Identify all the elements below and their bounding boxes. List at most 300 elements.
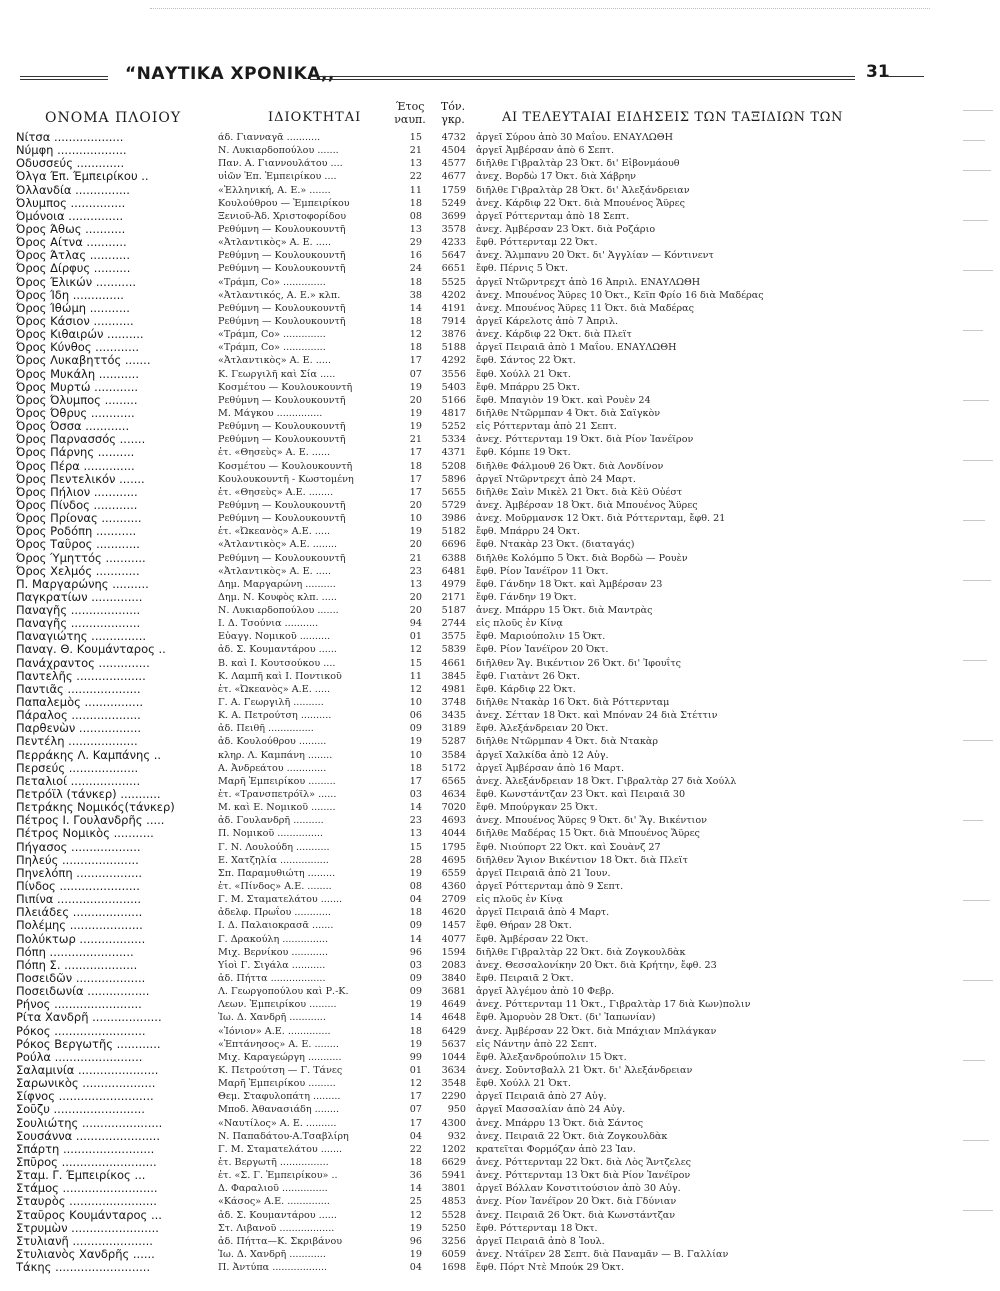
build-year: 18 [409, 762, 422, 774]
ship-name: Όρος Ίδη .............. [16, 288, 124, 302]
voyage-news: ἀργεῖ Μασσαλίαν ἀπὸ 24 Αὐγ. [476, 1104, 626, 1116]
ship-name: Σπάρτη ......................... [16, 1142, 155, 1156]
ship-name: Όρος Πάρνης .......... [16, 446, 135, 460]
voyage-news: ἀργεῖ Ἀλγέμου ἀπὸ 10 Φεβρ. [476, 986, 615, 998]
build-year: 12 [409, 1078, 422, 1090]
column-header-news: ΑΙ ΤΕΛΕΥΤΑΙΑΙ ΕΙΔΗΣΕΙΣ ΤΩΝ ΤΑΞΙΔΙΩΝ ΤΩΝ [502, 110, 843, 125]
build-year: 18 [409, 460, 422, 472]
voyage-news: ἀνεχ. Ἀμβέρσαν 18 Ὀκτ. διὰ Μπουένος Ἄϋρες [476, 499, 698, 511]
column-header-tons: Τόν. γκρ. [440, 100, 466, 126]
table-row [0, 643, 1000, 656]
owner-name: Μιχ. Βερνίκου ............ [218, 946, 329, 958]
voyage-news: ἀνεχ. Ντάϊρεν 28 Σεπτ. διὰ Παναμᾶν — Β. Γαλλίαν [476, 1248, 729, 1260]
column-header-owner: ΙΔΙΟΚΤΗΤΑΙ [268, 110, 362, 125]
gross-tonnage: 4300 [441, 1117, 466, 1129]
table-row [0, 998, 1000, 1011]
voyage-news: ἀργεῖ Σύρου ἀπὸ 30 Μαΐου. ΕΝΑΥΛΩΘΗ [476, 132, 673, 143]
build-year: 18 [409, 315, 422, 327]
build-year: 20 [409, 499, 422, 511]
owner-name: υἱῶν Ἐπ. Ἐμπειρίκου .... [218, 171, 337, 183]
build-year: 10 [409, 697, 422, 709]
table-row [0, 328, 1000, 341]
voyage-news: ἔφθ. Γιατὰντ 26 Ὀκτ. [476, 670, 581, 682]
voyage-news: ἔφθ. Νιούπορτ 22 Ὀκτ. καὶ Σουὰνζ 27 [476, 841, 661, 853]
ship-name: Παντελῆς ................... [16, 669, 146, 683]
table-row [0, 1235, 1000, 1248]
owner-name: Ρεθύμνη — Κουλουκουντῆ [218, 513, 346, 525]
owner-name: «Ναυτίλος» Α. Ε. .......... [218, 1117, 337, 1129]
voyage-news: ἔφθ. Μπαγιὸν 19 Ὀκτ. καὶ Ρουὲν 24 [476, 394, 651, 406]
voyage-news: διῆλθε Γιβραλτὰρ 22 Ὀκτ. διὰ Ζογκουλδὰκ [476, 946, 686, 958]
voyage-news: διῆλθε Ντακὰρ 16 Ὀκτ. διὰ Ρόττερνταμ [476, 697, 670, 709]
voyage-news: ἔφθ. Γάνδην 19 Ὀκτ. [476, 591, 577, 603]
gross-tonnage: 4233 [441, 237, 466, 249]
gross-tonnage: 7020 [441, 802, 466, 814]
gross-tonnage: 3556 [441, 368, 466, 380]
ship-name: Σταμ. Γ. Έμπειρίκος ... [16, 1169, 146, 1183]
gross-tonnage: 4077 [441, 933, 466, 945]
build-year: 14 [409, 302, 422, 314]
ship-name: Όρος Πρίονας ........... [16, 512, 142, 526]
build-year: 17 [409, 355, 422, 367]
gross-tonnage: 4504 [441, 145, 466, 157]
voyage-news: ἀνεχ. Βορδὼ 17 Ὀκτ. διὰ Χάβρην [476, 171, 636, 183]
build-year: 10 [409, 749, 422, 761]
gross-tonnage: 4732 [441, 132, 466, 143]
ship-name: Όρος Πήλιον ............ [16, 485, 138, 499]
build-year: 14 [409, 802, 422, 814]
ship-name: Πιπίνα ....................... [16, 893, 142, 907]
masthead-rule-left [20, 76, 108, 80]
gross-tonnage: 4695 [441, 854, 466, 866]
voyage-news: ἀνεχ. Ἄλμπανυ 20 Ὀκτ. δι' Ἀγγλίαν — Κόντινεντ [476, 250, 714, 262]
owner-name: Στ. Λιβανοῦ .................. [218, 1222, 335, 1234]
ship-name: Όλγα Έπ. Έμπειρίκου .. [16, 170, 149, 184]
voyage-news: ἀργεῖ Πειραιᾶ ἀπὸ 21 Ἰουν. [476, 867, 611, 879]
table-row [0, 959, 1000, 972]
gross-tonnage: 2709 [441, 894, 466, 906]
voyage-news: ἀνεχ. Ρόττερνταμ 13 Ὀκτ διὰ Ρίον Ἰανέϊρον [476, 1170, 691, 1182]
ship-name: Πήγασος ................... [16, 840, 141, 854]
table-row [0, 460, 1000, 473]
gross-tonnage: 4577 [441, 158, 466, 170]
owner-name: ἀδ. Πήττα .................. [218, 973, 326, 984]
build-year: 16 [409, 250, 422, 262]
ship-name: Πηνελόπη .................. [16, 866, 143, 880]
owner-name: Ρεθύμνη — Κουλουκουντῆ [218, 421, 346, 433]
owner-name: ἑτ. «Τρανσπετρόϊλ» ...... [218, 789, 337, 801]
voyage-news: εἰς Ρόττερνταμ ἀπὸ 21 Σεπτ. [476, 421, 617, 433]
voyage-news: ἔφθ. Ρόττερνταμ 18 Ὀκτ. [476, 1222, 598, 1234]
gross-tonnage: 1795 [441, 841, 466, 853]
build-year: 23 [409, 815, 422, 827]
masthead-rule-end [886, 76, 924, 78]
build-year: 99 [409, 1051, 422, 1063]
build-year: 09 [409, 920, 422, 932]
voyage-news: διῆλθε Φάλμουθ 26 Ὀκτ. διὰ Λονδίνον [476, 460, 664, 472]
voyage-news: ἀργεῖ Πειραιᾶ ἀπὸ 27 Αὐγ. [476, 1091, 607, 1103]
owner-name: Γ. Δρακούλη ............... [218, 933, 329, 945]
ship-name: Σταῦρος Κουμάνταρος ... [16, 1208, 162, 1222]
owner-name: Ρεθύμνη — Κουλουκουντῆ [218, 263, 346, 275]
voyage-news: ἀργεῖ Ντῶρντρεχτ ἀπὸ 24 Μαρτ. [476, 473, 636, 485]
voyage-news: διῆλθεν Ἅγ. Βικέντιον 26 Ὀκτ. δι' Ἰφουΐτς [476, 657, 682, 669]
owner-name: άδ. Γιανναγᾶ ........... [218, 132, 321, 143]
voyage-news: ἔφθ. Χούλλ 21 Ὀκτ. [476, 1078, 571, 1090]
gross-tonnage: 6388 [441, 552, 466, 564]
gross-tonnage: 3681 [441, 986, 466, 998]
table-row [0, 972, 1000, 985]
owner-name: ἑτ. «Ὠκεανὸς» Α.Ε. ..... [218, 526, 331, 538]
gross-tonnage: 7914 [441, 315, 466, 327]
owner-name: Ρεθύμνη — Κουλουκουντῆ [218, 434, 346, 446]
gross-tonnage: 3840 [441, 973, 466, 984]
build-year: 13 [409, 578, 422, 590]
owner-name: Δημ. Ν. Κουφὸς κλπ. ..... [218, 591, 337, 603]
owner-name: Ρεθύμνη — Κουλουκουντῆ [218, 315, 346, 327]
build-year: 01 [409, 631, 422, 643]
ship-name: Όρος Όλυμπος ......... [16, 393, 138, 407]
masthead-title: “ΝΑΥΤΙΚΑ ΧΡΟΝΙΚΑ,, [125, 64, 335, 84]
ship-name: Όλυμπος ............... [16, 196, 126, 210]
table-row [0, 630, 1000, 643]
gross-tonnage: 4693 [441, 815, 466, 827]
table-row [0, 683, 1000, 696]
build-year: 19 [409, 526, 422, 538]
table-row [0, 473, 1000, 486]
build-year: 09 [409, 973, 422, 984]
owner-name: Π. Νομικοῦ ............... [218, 828, 324, 840]
table-row [0, 735, 1000, 748]
gross-tonnage: 1594 [441, 946, 466, 958]
ship-name: Σαρωνικὸς .................... [16, 1077, 156, 1091]
gross-tonnage: 6559 [441, 867, 466, 879]
ship-name: Π. Μαργαρώνης .......... [16, 577, 149, 591]
ship-name: Πετράκης Νομικός(τάνκερ) [16, 801, 175, 815]
column-header-year: Έτος ναυπ. [394, 100, 426, 126]
table-row [0, 1222, 1000, 1235]
voyage-news: ἀνεχ. Μπουένος Ἄϋρες 11 Ὀκτ. διὰ Μαδέρας [476, 302, 694, 314]
build-year: 12 [409, 1209, 422, 1221]
ship-name: Πόπη ....................... [16, 945, 134, 959]
build-year: 17 [409, 1091, 422, 1103]
build-year: 18 [409, 1156, 422, 1168]
gross-tonnage: 3548 [441, 1078, 466, 1090]
table-row [0, 394, 1000, 407]
owner-name: Α. Ἀνδρεάτου ............. [218, 762, 327, 774]
voyage-news: εἰς πλοῦς ἐν Κίνᾳ [476, 618, 563, 630]
voyage-news: ἀνεχ. Σοῦντσβαλλ 21 Ὀκτ. δι' Ἀλεξάνδρειαν [476, 1064, 693, 1076]
table-row [0, 302, 1000, 315]
owner-name: ἑτ. «Σ. Γ. Ἐμπειρίκου» .. [218, 1170, 338, 1182]
table-row [0, 512, 1000, 525]
owner-name: Ἰω. Δ. Χανδρῆ ............ [218, 1248, 326, 1260]
table-row [0, 696, 1000, 709]
build-year: 09 [409, 986, 422, 998]
build-year: 17 [409, 775, 422, 787]
voyage-news: ἔφθ. Ρίον Ἰανέϊρον 11 Ὀκτ. [476, 565, 609, 577]
gross-tonnage: 4191 [441, 302, 466, 314]
owner-name: κληρ. Λ. Καμπάνη ........ [218, 749, 333, 761]
owner-name: Μαρῆ Ἐμπειρίκου ......... [218, 1078, 336, 1090]
build-year: 12 [409, 329, 422, 341]
owner-name: Ρεθύμνη — Κουλουκουντῆ [218, 499, 346, 511]
table-row [0, 788, 1000, 801]
gross-tonnage: 6651 [441, 263, 466, 275]
build-year: 20 [409, 605, 422, 617]
ship-name: Νύμφη ................... [16, 144, 127, 158]
build-year: 08 [409, 210, 422, 222]
build-year: 19 [409, 999, 422, 1011]
build-year: 96 [409, 1235, 422, 1247]
owner-name: Γ. Ν. Λουλούδη ........... [218, 841, 330, 853]
owner-name: Μ. Μάγκου ............... [218, 407, 323, 419]
ship-name: Όρος Ίθώμη ........... [16, 301, 130, 315]
build-year: 12 [409, 683, 422, 695]
owner-name: Γ. Μ. Σταματελάτου ....... [218, 1143, 343, 1155]
owner-name: Λ. Γεωργοπούλου καὶ Ρ.-Κ. [218, 986, 349, 998]
masthead [20, 62, 910, 92]
owner-name: Β. καὶ Ι. Κουτσούκου .... [218, 657, 336, 669]
voyage-news: ἀνεχ. Πειραιᾶ 22 Ὀκτ. διὰ Ζογκουλδὰκ [476, 1130, 668, 1142]
voyage-news: ἔφθ. Ντακὰρ 23 Ὀκτ. (διαταγάς) [476, 539, 635, 551]
ship-name: Όρος Άτλας ........... [16, 249, 130, 263]
voyage-news: ἔφθ. Ρόττερνταμ 22 Ὀκτ. [476, 237, 598, 249]
table-row [0, 906, 1000, 919]
masthead-rule-right [310, 76, 855, 80]
gross-tonnage: 3699 [441, 210, 466, 222]
ship-name: Όρος Κύνθος ............ [16, 341, 140, 355]
gross-tonnage: 1698 [441, 1262, 466, 1274]
top-edge-marks [150, 8, 930, 15]
owner-name: Λεων. Ἐμπειρίκου ......... [218, 999, 337, 1011]
owner-name: Ν. Παπαδάτου-Α.Τσαβλίρη [218, 1130, 349, 1142]
ship-name: Πέτρος Ι. Γουλανδρῆς ..... [16, 814, 165, 828]
voyage-news: ἔφθ. Μπούργκαν 25 Ὀκτ. [476, 802, 598, 814]
build-year: 24 [409, 263, 422, 275]
owner-name: Σπ. Παραμυθιώτη ......... [218, 867, 336, 879]
table-row [0, 762, 1000, 775]
owner-name: «Τράμπ, Co» .............. [218, 329, 326, 341]
ship-name: Όρος Μυκάλη ........... [16, 367, 139, 381]
table-row [0, 249, 1000, 262]
voyage-news: ἔφθ. Θήραν 28 Ὀκτ. [476, 920, 572, 932]
voyage-news: ἀργεῖ Ρόττερνταμ ἀπὸ 18 Σεπτ. [476, 210, 630, 222]
gross-tonnage: 4371 [441, 447, 466, 459]
table-row [0, 919, 1000, 932]
ship-name: Πολέμης .................... [16, 919, 143, 933]
table-row [0, 1025, 1000, 1038]
ship-name: Στρυμὼν ........................ [16, 1221, 159, 1235]
owner-name: «Ἀτλαντικὸς» Α. Ε. ..... [218, 565, 332, 577]
gross-tonnage: 3986 [441, 513, 466, 525]
build-year: 04 [409, 894, 422, 906]
gross-tonnage: 4853 [441, 1196, 466, 1208]
owner-name: ἀδελφ. Πρωΐου ............ [218, 907, 331, 919]
ship-name: Όρος Πίνδος ............ [16, 498, 138, 512]
ship-name: Όρος Κάσιον ........... [16, 314, 134, 328]
gross-tonnage: 6565 [441, 775, 466, 787]
gross-tonnage: 2083 [441, 959, 466, 971]
build-year: 11 [409, 184, 422, 196]
table-row [0, 1077, 1000, 1090]
owner-name: «Τράμπ, Co» .............. [218, 276, 326, 288]
gross-tonnage: 4677 [441, 171, 466, 183]
table-row [0, 446, 1000, 459]
owner-name: ἀδ. Γουλανδρῆ .......... [218, 815, 324, 827]
gross-tonnage: 5647 [441, 250, 466, 262]
ship-name: Ποσειδῶν ................... [16, 972, 146, 985]
owner-name: Κοσμέτου — Κουλουκουντῆ [218, 381, 353, 393]
ship-name: Πεταλιοί ................... [16, 774, 141, 788]
table-row [0, 1143, 1000, 1156]
build-year: 23 [409, 565, 422, 577]
owner-name: «Κάσος» Α.Ε. .............. [218, 1196, 330, 1208]
build-year: 15 [409, 841, 422, 853]
ship-name: Ρούλα ........................ [16, 1050, 143, 1064]
voyage-news: ἀνεχ. Μπουένος Ἄϋρες 9 Ὀκτ. δι' Ἅγ. Βικέντιον [476, 815, 707, 827]
gross-tonnage: 932 [447, 1130, 466, 1142]
voyage-news: ἀνεχ. Κάρδιφ 22 Ὀκτ. διὰ Πλεϊτ [476, 329, 632, 341]
table-row [0, 184, 1000, 197]
voyage-news: διῆλθε Γιβραλτὰρ 23 Ὀκτ. δι' Εἰβονμάουθ [476, 158, 680, 170]
voyage-news: ἔφθ. Μαριούπολιν 15 Ὀκτ. [476, 631, 606, 643]
gross-tonnage: 4649 [441, 999, 466, 1011]
bleed-through-margin [955, 100, 1000, 1280]
voyage-news: διῆλθε Μαδέρας 15 Ὀκτ. διὰ Μπουένος Ἄϋρες [476, 828, 700, 840]
build-year: 14 [409, 1012, 422, 1024]
build-year: 20 [409, 591, 422, 603]
ship-name: Ρίτα Χανδρῆ ................... [16, 1011, 162, 1025]
table-row [0, 854, 1000, 867]
voyage-news: εἰς πλοῦς ἐν Κίνᾳ [476, 894, 563, 906]
build-year: 19 [409, 736, 422, 748]
owner-name: Μαρῆ Ἐμπειρίκου ......... [218, 775, 336, 787]
voyage-news: ἔφθ. Πειραιᾶ 2 Ὀκτ. [476, 973, 574, 984]
build-year: 06 [409, 710, 422, 722]
gross-tonnage: 4360 [441, 881, 466, 893]
owner-name: Δημ. Μαργαρώνη .......... [218, 578, 336, 590]
build-year: 17 [409, 447, 422, 459]
table-row [0, 604, 1000, 617]
ship-name: Όρος Όσσα ............ [16, 420, 130, 434]
build-year: 22 [409, 1143, 422, 1155]
owner-name: Κ. Πετρούτση — Γ. Τάνες [218, 1064, 343, 1076]
voyage-news: ἔφθ. Μπάρρυ 24 Ὀκτ. [476, 526, 580, 538]
gross-tonnage: 5287 [441, 736, 466, 748]
ship-name: Όρος Κιθαιρών .......... [16, 328, 144, 342]
voyage-news: ἀνεχ. Ρόττερνταμ 19 Ὀκτ. διὰ Ρίον Ἰανέϊρον [476, 434, 694, 446]
voyage-news: ἀργεῖ Ἀμβέρσαν ἀπὸ 6 Σεπτ. [476, 145, 615, 157]
column-header-ship: ΟΝΟΜΑ ΠΛΟΙΟΥ [45, 110, 182, 126]
ship-name: Παπαλεμὸς ................ [16, 696, 143, 710]
build-year: 17 [409, 486, 422, 498]
owner-name: ἑτ. «Πίνδος» Α.Ε. ........ [218, 881, 332, 893]
voyage-news: ἔφθ. Ἀλεξάνδρειαν 20 Ὀκτ. [476, 723, 609, 735]
gross-tonnage: 5250 [441, 1222, 466, 1234]
owner-name: Κουλούθρου — Ἐμπειρίκου [218, 197, 350, 209]
owner-name: Παν. Α. Γιαννουλάτου .... [218, 158, 343, 170]
table-row [0, 538, 1000, 551]
owner-name: ἀδ. Πειθῆ ............... [218, 723, 314, 735]
table-row [0, 1261, 1000, 1274]
gross-tonnage: 3584 [441, 749, 466, 761]
owner-name: Κουλουκουντῆ - Κωστομένη [218, 473, 354, 485]
ship-name: Οδυσσεύς ............. [16, 157, 125, 171]
voyage-news: ἀργεῖ Πειραιᾶ ἀπὸ 8 Ἰουλ. [476, 1235, 605, 1247]
build-year: 10 [409, 513, 422, 525]
ship-name: Σοῦζυ ......................... [16, 1103, 145, 1117]
voyage-news: ἀνεχ. Πειραιᾶ 26 Ὀκτ. διὰ Κωνστάντζαν [476, 1209, 676, 1221]
ship-name: Πλειάδες ................... [16, 906, 143, 920]
voyage-news: κρατεῖται Φορμόζαν ἀπὸ 23 Ἰαν. [476, 1143, 636, 1155]
gross-tonnage: 3575 [441, 631, 466, 643]
voyage-news: διῆλθε Γιβραλτὰρ 28 Ὀκτ. δι' Ἀλεξάνδρειαν [476, 184, 690, 196]
table-row [0, 722, 1000, 735]
voyage-news: ἀνεχ. Ρόττερνταμ 22 Ὀκτ. διὰ Λὸς Ἄντζελες [476, 1156, 692, 1168]
build-year: 18 [409, 1025, 422, 1037]
owner-name: ἀδ. Σ. Κουμαντάρου ...... [218, 644, 337, 656]
ship-name: Παναγιώτης ............... [16, 630, 147, 644]
ship-name: Τάκης .......................... [16, 1261, 151, 1275]
owner-name: «Ἀτλαντικός, Α. Ε.» κλπ. [218, 289, 341, 301]
table-row [0, 1117, 1000, 1130]
ship-name: Πηλεύς ..................... [16, 853, 139, 867]
table-row [0, 1103, 1000, 1116]
owner-name: Θεμ. Σταφυλοπάτη ......... [218, 1091, 341, 1103]
gross-tonnage: 4661 [441, 657, 466, 669]
gross-tonnage: 5252 [441, 421, 466, 433]
table-row [0, 381, 1000, 394]
voyage-news: ἀνεχ. Κάρδιφ 22 Ὀκτ. διὰ Μπουένος Ἄϋρες [476, 197, 685, 209]
table-row [0, 262, 1000, 275]
gross-tonnage: 5655 [441, 486, 466, 498]
ship-name: Όρος Ροδόπη ........... [16, 525, 137, 539]
build-year: 12 [409, 644, 422, 656]
build-year: 21 [409, 552, 422, 564]
owner-name: Κοσμέτου — Κουλουκουντῆ [218, 460, 353, 472]
gross-tonnage: 5896 [441, 473, 466, 485]
owner-name: ἑτ. «Θησεὺς» Α. Ε. ...... [218, 447, 331, 459]
owner-name: ἑτ. «Θησεὺς» Α.Ε. ........ [218, 486, 334, 498]
table-row [0, 131, 1000, 144]
gross-tonnage: 5187 [441, 605, 466, 617]
build-year: 19 [409, 421, 422, 433]
build-year: 15 [409, 132, 422, 143]
ship-name: Όρος Παρνασσός ....... [16, 433, 146, 447]
gross-tonnage: 4817 [441, 407, 466, 419]
owner-name: Ν. Λυκιαρδοπούλου ....... [218, 605, 339, 617]
gross-tonnage: 5172 [441, 762, 466, 774]
gross-tonnage: 5188 [441, 342, 466, 354]
voyage-news: ἀργεῖ Ἀμβέρσαν ἀπὸ 16 Μαρτ. [476, 762, 625, 774]
table-row [0, 1130, 1000, 1143]
voyage-news: ἀργεῖ Κάρελοτς ἀπὸ 7 Ἀπριλ. [476, 315, 619, 327]
table-row [0, 157, 1000, 170]
owner-name: Γ. Μ. Σταματελάτου ....... [218, 894, 343, 906]
ship-name: Πετρόϊλ (τάνκερ) ........... [16, 788, 161, 802]
gross-tonnage: 5528 [441, 1209, 466, 1221]
table-row [0, 1169, 1000, 1182]
table-row [0, 197, 1000, 210]
build-year: 19 [409, 867, 422, 879]
owner-name: Ρεθύμνη — Κουλουκουντῆ [218, 302, 346, 314]
build-year: 20 [409, 394, 422, 406]
voyage-news: ἀργεῖ Πειραιᾶ ἀπὸ 1 Μαΐου. ΕΝΑΥΛΩΘΗ [476, 342, 677, 354]
voyage-news: διῆλθε Σαὶν Μικὲλ 21 Ὀκτ. διὰ Κὲϋ Οὐέστ [476, 486, 683, 498]
gross-tonnage: 5403 [441, 381, 466, 393]
table-row [0, 578, 1000, 591]
